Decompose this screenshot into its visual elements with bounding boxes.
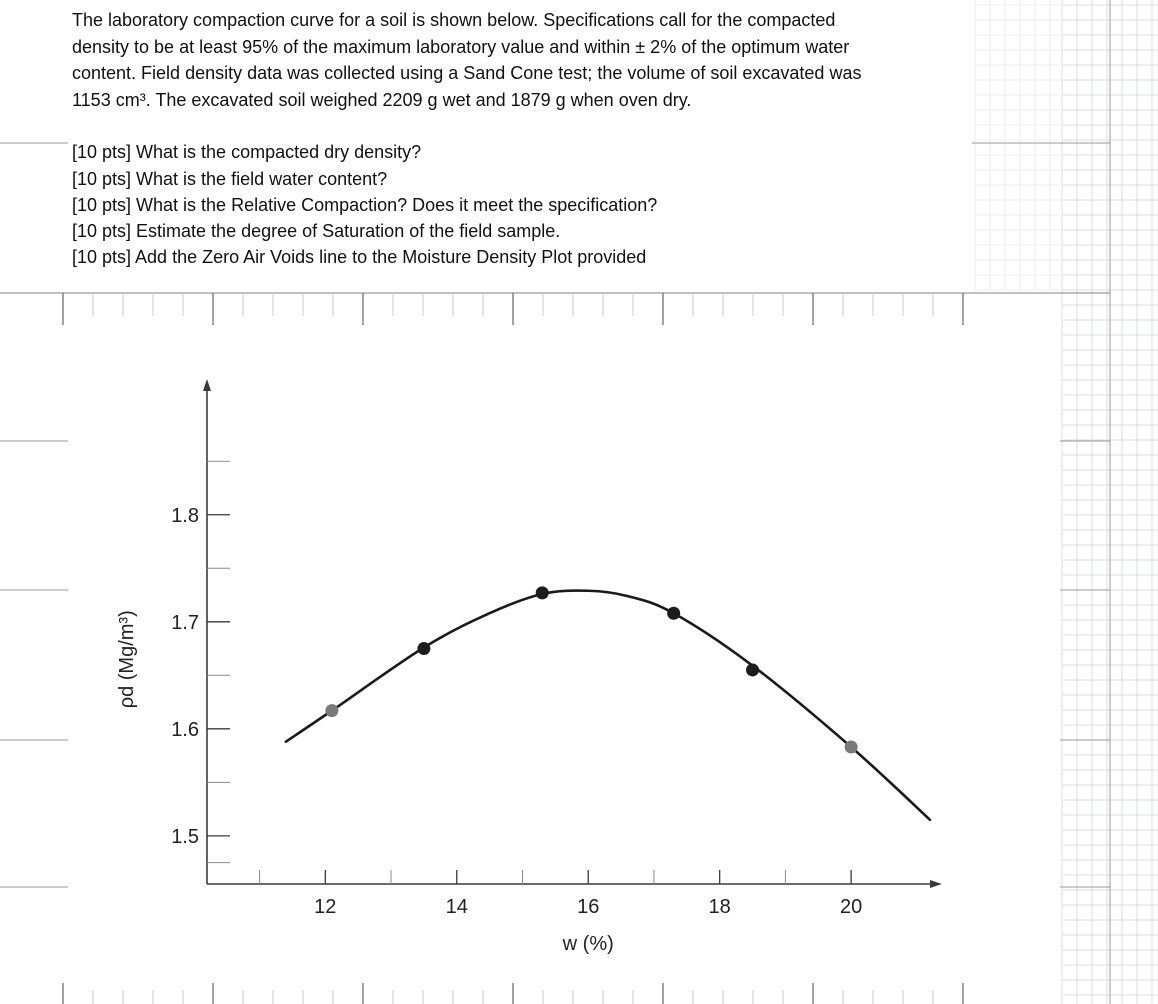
data-point	[417, 642, 430, 655]
intro-line: 1153 cm³. The excavated soil weighed 2209 g wet and 1879 g when oven dry.	[72, 89, 692, 110]
x-axis-arrow	[930, 880, 942, 888]
data-point	[325, 704, 338, 717]
intro-line: The laboratory compaction curve for a soil is shown below. Specifications call for the compacted	[72, 10, 836, 30]
x-tick-label: 20	[840, 896, 863, 918]
x-axis-label: w (%)	[562, 933, 614, 955]
x-tick-label: 16	[577, 896, 600, 918]
problem-statement	[72, 7, 972, 270]
x-tick-label: 18	[708, 896, 731, 918]
data-point	[536, 586, 549, 599]
y-tick-label: 1.5	[171, 825, 199, 848]
x-tick-label: 12	[314, 896, 337, 918]
question-2: [10 pts] What is the field water content?	[72, 168, 388, 189]
rule-ticks-top	[63, 293, 963, 325]
y-tick-label: 1.8	[171, 504, 199, 527]
compaction-curve	[286, 591, 930, 820]
question-3: [10 pts] What is the Relative Compaction? Does it meet the specification?	[72, 194, 658, 215]
question-1: [10 pts] What is the compacted dry density?	[72, 142, 422, 163]
graph-paper-grid	[975, 0, 1158, 1004]
rule-ticks-bottom	[63, 983, 963, 1004]
x-tick-label: 14	[445, 896, 468, 918]
data-point	[667, 607, 680, 620]
data-point	[845, 741, 858, 754]
question-4: [10 pts] Estimate the degree of Saturation of the field sample.	[72, 220, 561, 241]
y-ticks	[207, 461, 230, 862]
y-tick-label: 1.6	[171, 718, 199, 741]
y-axis-label: ρd (Mg/m³)	[116, 610, 138, 709]
x-tick-labels	[314, 896, 862, 918]
data-points	[325, 586, 857, 753]
compaction-chart	[116, 379, 942, 955]
x-ticks	[260, 870, 852, 884]
question-5: [10 pts] Add the Zero Air Voids line to the Moisture Density Plot provided	[72, 247, 647, 268]
y-axis-arrow	[203, 379, 211, 391]
intro-line: density to be at least 95% of the maximum laboratory value and within ± 2% of the optimum water	[72, 36, 850, 57]
paragraph-gap	[72, 113, 972, 139]
intro-line: content. Field density data was collected using a Sand Cone test; the volume of soil excavated was	[72, 63, 862, 84]
data-point	[746, 663, 759, 676]
y-tick-labels	[171, 505, 199, 848]
y-tick-label: 1.7	[171, 611, 199, 634]
